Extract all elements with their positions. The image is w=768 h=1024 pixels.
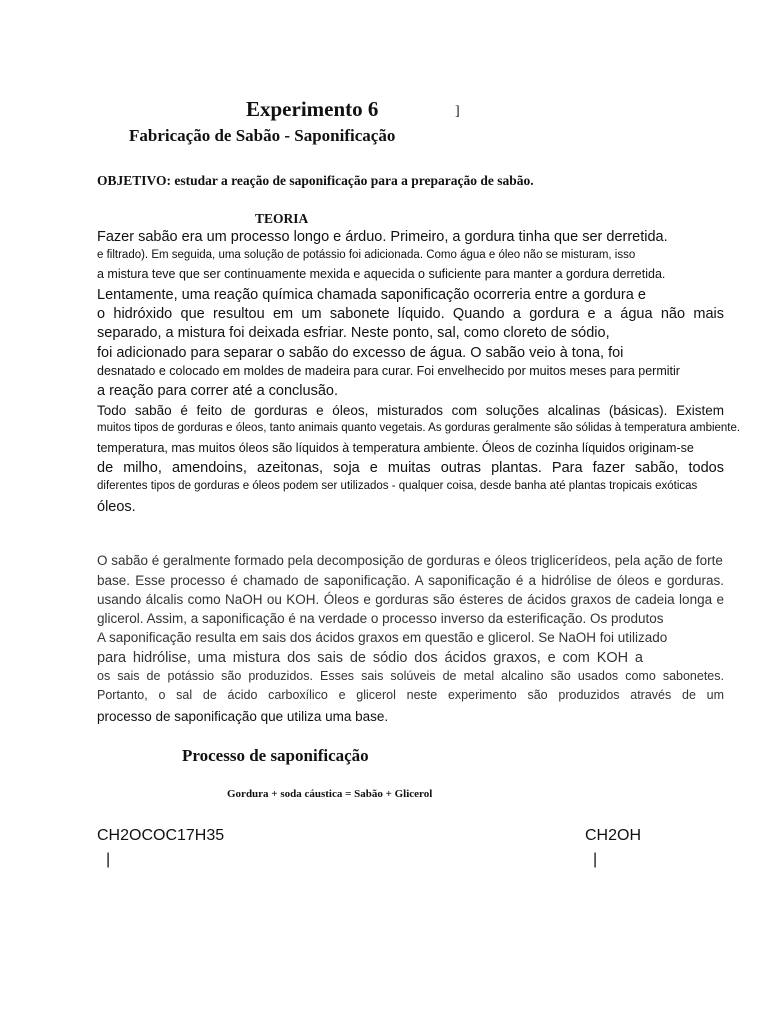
body-line: O sabão é geralmente formado pela decomposição de gorduras e óleos triglicerídeos, pela ação de forte (97, 553, 723, 568)
theory-line: Fazer sabão era um processo longo e árduo. Primeiro, a gordura tinha que ser derretida. (97, 229, 668, 245)
body-line: usando álcalis como NaOH ou KOH. Óleos e gorduras são ésteres de ácidos graxos de cadeia longa e (97, 592, 724, 607)
theory-line: separado, a mistura foi deixada esfriar. Neste ponto, sal, como cloreto de sódio, (97, 325, 610, 341)
body-line: para hidrólise, uma mistura dos sais de sódio dos ácidos graxos, e com KOH a (97, 650, 643, 666)
title-bracket: ] (455, 104, 460, 119)
theory-line: a mistura teve que ser continuamente mexida e aquecida o suficiente para manter a gordura derretida. (97, 267, 666, 281)
formula-right: CH2OH (585, 827, 642, 844)
theory-line: muitos tipos de gorduras e óleos, tanto animais quanto vegetais. As gorduras geralmente são sólidas à temperatura ambiente. (97, 422, 741, 434)
theory-heading: TEORIA (255, 211, 309, 226)
process-title: Processo de saponificação (182, 746, 369, 765)
theory-line: o hidróxido que resultou em um sabonete líquido. Quando a gordura e a água não mais (97, 306, 724, 322)
theory-line: Lentamente, uma reação química chamada saponificação ocorreria entre a gordura e (97, 287, 646, 303)
bond-left: | (106, 851, 111, 868)
theory-line: foi adicionado para separar o sabão do excesso de água. O sabão veio à tona, foi (97, 345, 624, 361)
body-line: base. Esse processo é chamado de saponificação. A saponificação é a hidrólise de óleos e gorduras. (97, 573, 724, 588)
theory-line: a reação para correr até a conclusão. (97, 383, 338, 399)
body-line: A saponificação resulta em sais dos ácidos graxos em questão e glicerol. Se NaOH foi utilizado (97, 630, 668, 645)
theory-line: de milho, amendoins, azeitonas, soja e muitas outras plantas. Para fazer sabão, todos (97, 460, 724, 476)
objective-text: OBJETIVO: estudar a reação de saponificação para a preparação de sabão. (97, 173, 534, 188)
page-subtitle: Fabricação de Sabão - Saponificação (129, 126, 396, 145)
body-line: processo de saponificação que utiliza uma base. (97, 709, 389, 724)
theory-line: e filtrado). Em seguida, uma solução de potássio foi adicionada. Como água e óleo não se misturam, isso (97, 249, 636, 261)
reaction-equation: Gordura + soda cáustica = Sabão + Glicerol (227, 788, 433, 800)
bond-right: | (593, 851, 598, 868)
theory-line: desnatado e colocado em moldes de madeira para curar. Foi envelhecido por muitos meses para permitir (97, 364, 680, 378)
body-line: Portanto, o sal de ácido carboxílico e glicerol neste experimento são produzidos através de um (97, 688, 724, 702)
formula-left: CH2OCOC17H35 (97, 827, 225, 844)
theory-line: temperatura, mas muitos óleos são líquidos à temperatura ambiente. Óleos de cozinha líquidos originam-se (97, 441, 694, 455)
theory-line: Todo sabão é feito de gorduras e óleos, misturados com soluções alcalinas (básicas). Existem (97, 403, 724, 418)
body-line: os sais de potássio são produzidos. Esses sais solúveis de metal alcalino são usados como sabonetes. (97, 669, 724, 683)
body-line: glicerol. Assim, a saponificação é na verdade o processo inverso da esterificação. Os produtos (97, 611, 664, 626)
page-title: Experimento 6 (246, 97, 379, 121)
theory-line: óleos. (97, 499, 136, 515)
theory-line: diferentes tipos de gorduras e óleos podem ser utilizados - qualquer coisa, desde banha até plantas tropicais exóticas (97, 480, 698, 492)
